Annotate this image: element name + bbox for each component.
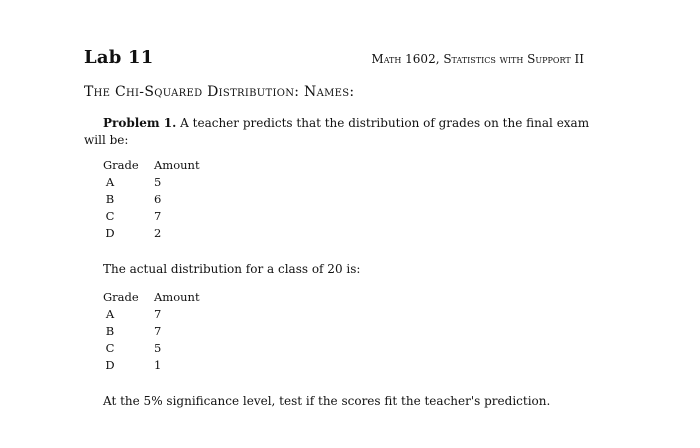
- grade-cell: D: [105, 226, 115, 240]
- amount-cell: 7: [154, 307, 162, 321]
- table-header-row: [103, 157, 200, 174]
- amount-cell: 7: [154, 324, 162, 338]
- table-row: [103, 306, 200, 323]
- amount-cell: 5: [154, 175, 162, 189]
- grade-cell: A: [105, 307, 115, 321]
- amount-column-header: Amount: [154, 158, 200, 172]
- amount-column-header: Amount: [154, 290, 200, 304]
- significance-question: At the 5% significance level, test if the scores fit the teacher's prediction.: [103, 394, 551, 408]
- table-row: [103, 357, 200, 374]
- problem-statement: [84, 115, 594, 149]
- lab-title: Lab 11: [84, 47, 154, 68]
- table-row: [103, 323, 200, 340]
- page-header: [84, 47, 584, 75]
- problem-label: Problem 1.: [103, 116, 177, 130]
- grade-cell: A: [105, 175, 115, 189]
- actual-distribution-intro: The actual distribution for a class of 20 is:: [103, 262, 361, 276]
- predicted-grades-table: [103, 157, 200, 242]
- amount-cell: 5: [154, 341, 162, 355]
- actual-grades-table: [103, 289, 200, 374]
- grade-cell: B: [105, 324, 115, 338]
- table-row: [103, 191, 200, 208]
- amount-cell: 7: [154, 209, 162, 223]
- amount-cell: 6: [154, 192, 162, 206]
- course-title: Math 1602, Statistics with Support II: [371, 52, 584, 66]
- amount-cell: 1: [154, 358, 162, 372]
- grade-cell: D: [105, 358, 115, 372]
- table-row: [103, 225, 200, 242]
- grade-column-header: Grade: [103, 158, 139, 172]
- grade-cell: B: [105, 192, 115, 206]
- section-title: The Chi-Squared Distribution: Names:: [84, 84, 355, 100]
- table-row: [103, 174, 200, 191]
- table-row: [103, 208, 200, 225]
- problem-text: A teacher predicts that the distribution of grades on the final exam will be:: [84, 116, 590, 147]
- amount-cell: 2: [154, 226, 162, 240]
- table-header-row: [103, 289, 200, 306]
- grade-column-header: Grade: [103, 290, 139, 304]
- grade-cell: C: [105, 209, 115, 223]
- grade-cell: C: [105, 341, 115, 355]
- table-row: [103, 340, 200, 357]
